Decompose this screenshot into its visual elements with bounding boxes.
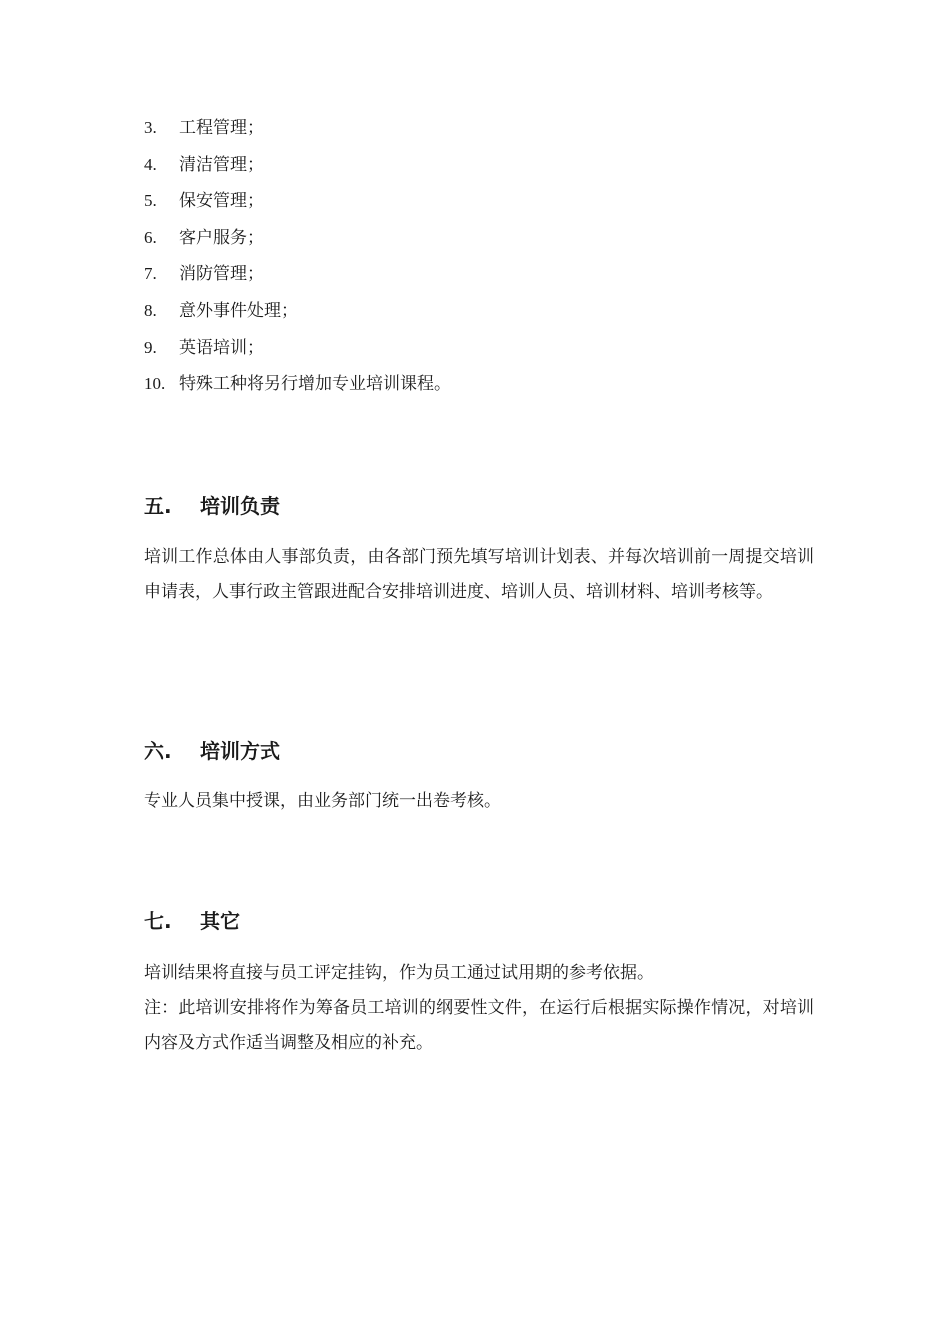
section-number: 六. <box>144 739 172 763</box>
section-training-responsibility <box>144 492 814 610</box>
list-item <box>144 186 451 223</box>
section-number: 五. <box>144 494 172 518</box>
section-heading <box>144 907 814 935</box>
section-note: 注：此培训安排将作为筹备员工培训的纲要性文件，在运行后根据实际操作情况，对培训内容及方式作适当调整及相应的补充。 <box>144 998 814 1053</box>
list-item <box>144 296 451 333</box>
list-item <box>144 150 451 187</box>
list-item-number: 3. <box>144 118 157 137</box>
list-item-text: 清洁管理； <box>179 154 264 175</box>
list-item-text: 特殊工种将另行增加专业培训课程。 <box>179 374 451 395</box>
list-item-number: 5. <box>144 191 157 211</box>
section-title: 其它 <box>200 909 240 933</box>
list-item-number: 6. <box>144 227 157 247</box>
list-item-number: 7. <box>144 264 157 284</box>
list-item-text: 工程管理； <box>179 118 264 138</box>
section-body: 培训结果将直接与员工评定挂钩，作为员工通过试用期的参考依据。 <box>144 963 654 983</box>
section-body: 培训工作总体由人事部负责，由各部门预先填写培训计划表、并每次培训前一周提交培训申请表，人事行政主管跟进配合安排培训进度、培训人员、培训材料、培训考核等。 <box>144 547 814 602</box>
list-item-number: 9. <box>144 337 157 357</box>
section-heading <box>144 737 814 765</box>
list-item <box>144 223 451 260</box>
list-item-text: 意外事件处理； <box>179 300 298 321</box>
list-item-number: 8. <box>144 300 157 320</box>
list-item-text: 消防管理； <box>179 264 264 285</box>
section-title: 培训方式 <box>200 739 280 763</box>
list-item-number: 10. <box>144 374 166 394</box>
list-item <box>144 113 451 150</box>
list-item <box>144 333 451 370</box>
list-item <box>144 369 451 406</box>
section-title: 培训负责 <box>200 494 280 518</box>
training-content-list <box>144 113 451 406</box>
list-item-number: 4. <box>144 154 157 174</box>
list-item-text: 保安管理； <box>179 191 264 212</box>
section-body: 专业人员集中授课，由业务部门统一出卷考核。 <box>144 791 501 811</box>
section-training-method <box>144 737 814 819</box>
list-item-text: 客户服务； <box>179 227 264 248</box>
list-item-text: 英语培训； <box>179 337 264 358</box>
section-other <box>144 907 814 1061</box>
list-item <box>144 259 451 296</box>
section-heading <box>144 492 814 520</box>
section-number: 七. <box>144 909 172 933</box>
